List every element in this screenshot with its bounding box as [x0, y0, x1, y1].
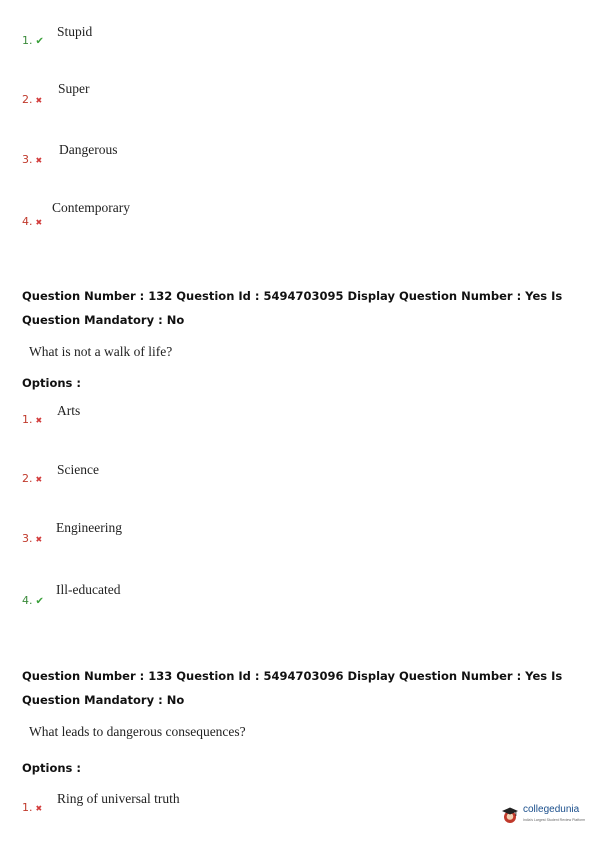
option-text: Ring of universal truth [57, 791, 180, 806]
option-text: Contemporary [52, 200, 130, 215]
option-number: 2. ✖ [22, 472, 43, 485]
option-number: 2. ✖ [22, 93, 43, 106]
cross-icon: ✖ [35, 96, 43, 105]
option-number: 1. ✖ [22, 801, 43, 814]
check-icon: ✔ [35, 596, 44, 607]
question-text: What leads to dangerous consequences? [29, 724, 246, 739]
question-text: What is not a walk of life? [29, 344, 173, 359]
option-text: Ill-educated [56, 582, 121, 597]
collegedunia-logo [500, 804, 585, 826]
cross-icon: ✖ [35, 416, 43, 425]
cross-icon: ✖ [35, 535, 43, 544]
logo-text [523, 804, 585, 826]
option-text: Science [57, 462, 99, 477]
cross-icon: ✖ [35, 475, 43, 484]
option-number: 1. ✔ [22, 34, 44, 47]
option-number: 1. ✖ [22, 413, 43, 426]
option-number: 4. ✖ [22, 215, 43, 228]
options-label: Options : [22, 761, 81, 775]
option-number: 3. ✖ [22, 532, 43, 545]
option-text: Arts [57, 403, 81, 418]
option-text: Dangerous [59, 142, 118, 157]
cross-icon: ✖ [35, 218, 43, 227]
option-text: Super [58, 81, 90, 96]
option-text: Engineering [56, 520, 122, 535]
check-icon: ✔ [35, 36, 44, 47]
cross-icon: ✖ [35, 804, 43, 813]
logo-name: collegedunia [523, 804, 580, 815]
cross-icon: ✖ [35, 156, 43, 165]
option-number: 3. ✖ [22, 153, 43, 166]
question-header: Question Number : 132 Question Id : 5494703095 Display Question Number : Yes Is Question Mandatory : No [22, 289, 563, 327]
logo-tagline: India's Largest Student Review Platform [523, 818, 586, 822]
question-header: Question Number : 133 Question Id : 5494703096 Display Question Number : Yes Is Question Mandatory : No [22, 669, 563, 707]
option-text: Stupid [57, 24, 93, 39]
option-number: 4. ✔ [22, 594, 44, 607]
options-label: Options : [22, 376, 81, 390]
graduate-cap-icon [500, 805, 520, 825]
